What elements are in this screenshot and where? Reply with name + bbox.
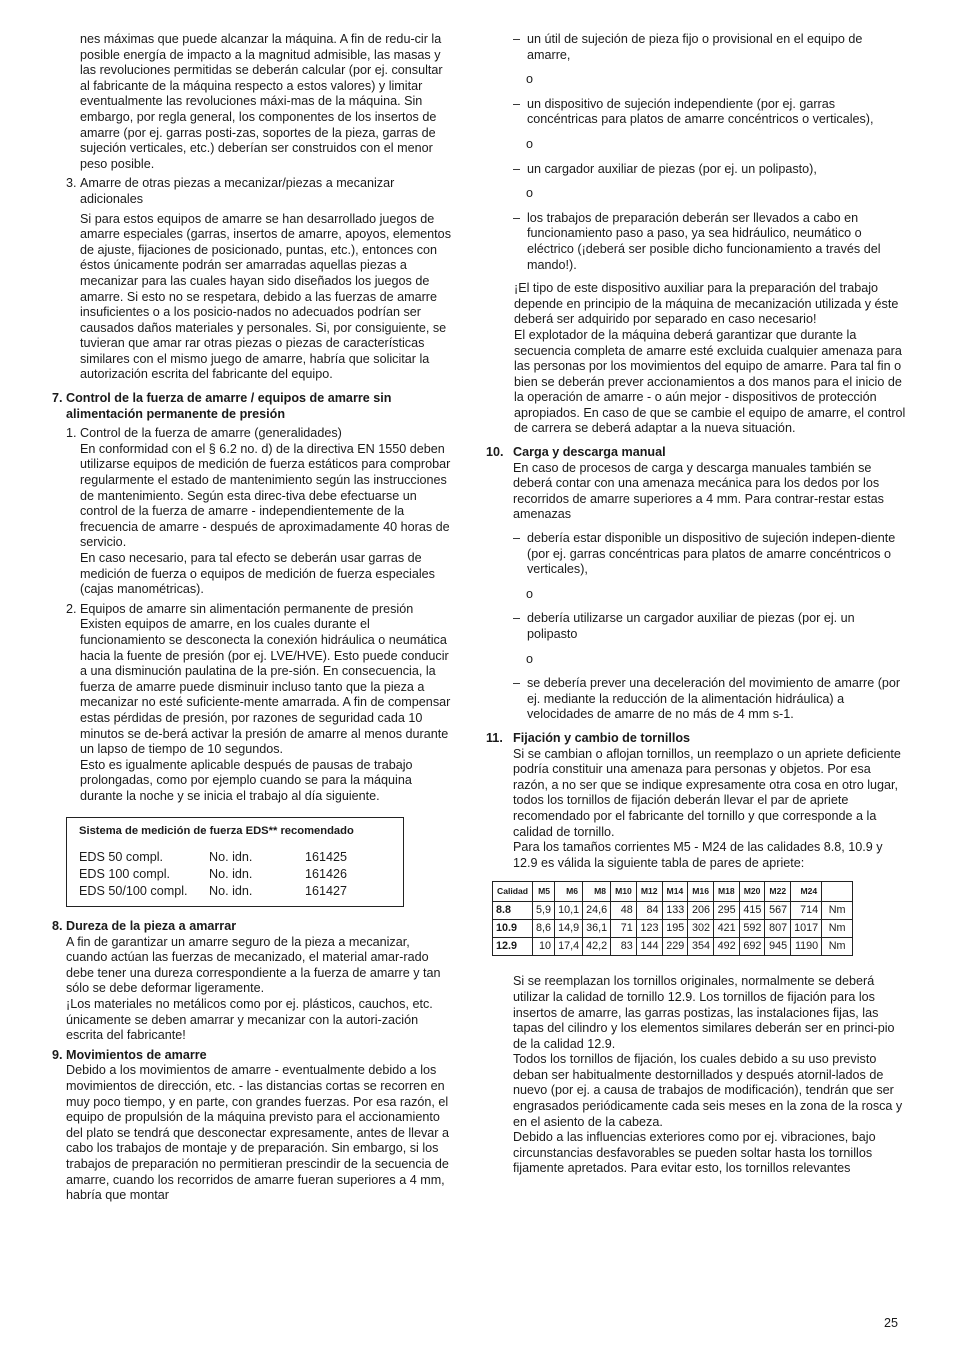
torque-table	[492, 881, 853, 956]
value-cell: 421	[713, 920, 739, 938]
section-title: Fijación y cambio de tornillos	[513, 730, 691, 745]
item-title: Amarre de otras piezas a mecanizar/piezas a mecanizar adicionales	[80, 176, 395, 206]
value-cell: 415	[739, 902, 765, 920]
unit-cell: Nm	[822, 938, 853, 956]
product-name: EDS 50 compl.	[79, 850, 163, 865]
value-cell: 24,6	[583, 902, 611, 920]
paragraph-lubrication: Todos los tornillos de fijación, los cuales debido a su uso previsto deban ser habitualmente destornillados y después atornil-lados de nuevo (por ej. a causa de trabajos de modificación), tendrán que ser engrasados periódicamente cada seis meses en la zona de la rosca y en el asiento de la cabeza.	[513, 1052, 903, 1129]
item-7-2-body: Existen equipos de amarre, en los cuales durante el funcionamiento se desconecta la conexión hidráulica o neumática hacia la fuente de presión (por ej. LVE/HVE). Esto puede conducir a una disminución paulatina de la pre-sión. En consecuencia, la fuerza de amarre puede disminuir incluso tanto que la pieza a mecanizar no esté suficiente-mente amarrada. A fin de compensar estas pérdidas de presión, por razones de seguridad cada 10 minutos se de-berá activar la presión de amarre al menos durante un lapso de tiempo de 10 segundos.	[80, 617, 451, 757]
value-cell: 133	[662, 902, 688, 920]
or-separator: o	[526, 136, 534, 151]
item-number: 3.	[66, 176, 77, 191]
table-header-row	[493, 882, 853, 902]
item-title: Control de la fuerza de amarre (generalidades)	[80, 426, 342, 441]
header-cell: Calidad	[493, 882, 533, 902]
table-row	[493, 920, 853, 938]
dash-item	[486, 97, 906, 128]
value-cell: 10	[533, 938, 555, 956]
value-cell: 302	[688, 920, 714, 938]
dash-marker: –	[513, 96, 521, 111]
section-title: Control de la fuerza de amarre / equipos de amarre sin alimentación permanente de presión	[66, 391, 392, 421]
item-7-2	[52, 602, 452, 618]
section-11-body2: Para los tamaños corrientes M5 - M24 de las calidades 8.8, 10.9 y 12.9 es válida la siguiente tabla de pares de apriete:	[513, 840, 883, 870]
table-row	[493, 938, 853, 956]
value-cell: 945	[765, 938, 791, 956]
value-cell: 5,9	[533, 902, 555, 920]
dash-marker: –	[513, 676, 521, 691]
dash-text: un dispositivo de sujeción independiente (por ej. garras concéntricas para platos de amarre concéntricos o verticales),	[527, 96, 874, 127]
section-11-body: Si se cambian o aflojan tornillos, un reemplazo o un apriete deficiente podría constituir una amenaza para personas y objetos. Por esa razón, a no ser que se indique expresamente otra cosa en otro lugar, todos los tornillos de fijación deberán llevar el par de apriete recomendado por el fabricante del tornillo y que corresponde a la calidad de tornillo.	[513, 746, 901, 839]
item-title: Equipos de amarre sin alimentación permanente de presión	[80, 601, 414, 616]
left-column	[52, 32, 452, 1204]
value-cell: 1017	[791, 920, 822, 938]
header-cell: M24	[791, 882, 822, 902]
box-title: Sistema de medición de fuerza EDS** recomendado	[79, 824, 354, 837]
header-cell: M8	[583, 882, 611, 902]
dash-marker: –	[513, 210, 521, 225]
or-separator: o	[526, 651, 534, 666]
value-cell: 83	[611, 938, 637, 956]
right-column	[486, 32, 906, 1177]
header-cell: M20	[739, 882, 765, 902]
value-cell: 42,2	[583, 938, 611, 956]
section-9-body: Debido a los movimientos de amarre - eventualmente debido a los movimientos de dirección, etc. - las distancias cortas se recorren en muy poco tiempo, y en parte, con grandes fuerzas. Por esa razón, el equipo de propulsión de la máquina previsto para el accionamiento del plato se tendrá que desconectar expresamente, antes de llevar a cabo los trabajos de montaje y de preparación. Sin embargo, si los trabajos de preparación no permitieran prescindir de la secuencia de amarre, cuando los recorridos de amarre fueran superiores a 4 mm, habría que montar	[66, 1063, 449, 1203]
value-cell: 567	[765, 902, 791, 920]
id-value: 161426	[305, 867, 348, 882]
id-label: No. idn.	[209, 850, 253, 865]
dash-marker: –	[513, 611, 521, 626]
quality-cell: 8.8	[493, 902, 533, 920]
section-number: 10.	[486, 445, 504, 460]
id-label: No. idn.	[209, 884, 253, 899]
section-7	[52, 391, 452, 422]
value-cell: 492	[713, 938, 739, 956]
id-value: 161427	[305, 884, 348, 899]
header-cell: M22	[765, 882, 791, 902]
eds-recommendation-box	[66, 817, 404, 908]
value-cell: 123	[636, 920, 662, 938]
dash-text: se debería prever una deceleración del movimiento de amarre (por ej. mediante la reducción de la alimentación hidráulica) a velocidades de amarre de no más de 4 mm s-1.	[527, 676, 901, 722]
section-number: 11.	[486, 730, 503, 745]
dash-text: un útil de sujeción de pieza fijo o provisional en el equipo de amarre,	[527, 32, 863, 62]
or-separator: o	[526, 72, 534, 87]
header-cell: M10	[611, 882, 637, 902]
dash-text: debería estar disponible un dispositivo de sujeción indepen-diente (por ej. garras concéntricas para platos de amarre concéntricos o verticales),	[527, 531, 896, 577]
item-7-1-body: En conformidad con el § 6.2 no. d) de la directiva EN 1550 deben utilizarse equipos de medición de fuerza estáticos para comprobar regularmente el estado de mantenimiento según las instrucciones de mantenimiento. Según esta direc-tiva debe efectuarse un control de la fuerza de amarre - independientemente de la frecuencia de amarre - después de aproximadamente 40 horas de servicio.	[80, 441, 451, 550]
item-number: 2.	[66, 601, 77, 616]
section-8-body2: ¡Los materiales no metálicos como por ej. plásticos, cauchos, etc. únicamente se deben amarrar y mecanizar con la autori-zación escrita del fabricante!	[66, 997, 433, 1043]
id-value: 161425	[305, 850, 348, 865]
dash-marker: –	[513, 32, 521, 46]
dash-item	[486, 531, 906, 578]
header-cell: M5	[533, 882, 555, 902]
value-cell: 84	[636, 902, 662, 920]
header-cell: M12	[636, 882, 662, 902]
paragraph-operator: El explotador de la máquina deberá garantizar que durante la secuencia completa de amarre esté excluida cualquier amenaza para las personas por los movimientos del equipo de amarre. Para tal fin o bien se deberán prever accionamientos a dos manos para el inicio de la operación de amarre - o aún mejor - dispositivos de protección apropiados. En caso de que se cambie el equipo de amarre, el control de carrera se deberá adaptar a la nueva situación.	[514, 327, 906, 436]
paragraph-replacement: Si se reemplazan los tornillos originales, normalmente se deberá utilizar la calidad de tornillo 12.9. Los tornillos de fijación para los insertos de amarre, las garras postizas, las instalaciones fijas, las tapas del cilindro y los elementos similares deberán ser en princi-pio de la calidad 12.9.	[513, 974, 895, 1051]
or-separator: o	[526, 586, 534, 601]
header-cell: M6	[555, 882, 583, 902]
section-number: 7.	[52, 391, 63, 406]
id-label: No. idn.	[209, 867, 253, 882]
value-cell: 206	[688, 902, 714, 920]
value-cell: 807	[765, 920, 791, 938]
item-number: 1.	[66, 426, 77, 441]
value-cell: 1190	[791, 938, 822, 956]
dash-marker: –	[513, 161, 521, 176]
product-name: EDS 100 compl.	[79, 867, 170, 882]
dash-text: los trabajos de preparación deberán ser llevados a cabo en funcionamiento paso a paso, ya sea hidráulico, neumático o eléctrico (¡deberá ser posible dicho funcionamiento a través del mando!).	[527, 210, 881, 272]
section-title: Carga y descarga manual	[513, 445, 666, 460]
header-cell: M16	[688, 882, 714, 902]
value-cell: 71	[611, 920, 637, 938]
value-cell: 8,6	[533, 920, 555, 938]
header-cell: M18	[713, 882, 739, 902]
box-row	[79, 883, 395, 900]
section-9	[52, 1048, 452, 1064]
section-11	[486, 731, 906, 747]
item-7-1-body2: En caso necesario, para tal efecto se deberán usar garras de medición de fuerza o equipos de medición de fuerza especiales (cajas manométricas).	[80, 551, 435, 597]
quality-cell: 10.9	[493, 920, 533, 938]
paragraph-impact-energy: nes máximas que puede alcanzar la máquina. A fin de redu-cir la posible energía de impacto a la magnitud admisible, las masas y las revoluciones permitidas se deberán calcular (por ej. consultar al fabricante de la máquina respecto a estos valores) y limitar eventualmente las revoluciones máxi-mas de la máquina. Sin embargo, por regla general, los componentes de los insertos de amarre (por ej. garras posti-zas, soportes de la pieza, garras de sujeción verticales, etc.) deberían ser construidos con el menor peso posible.	[80, 32, 443, 171]
box-row	[79, 849, 395, 866]
dash-item	[486, 211, 906, 273]
dash-text: un cargador auxiliar de piezas (por ej. un polipasto),	[527, 161, 817, 176]
item-7-2-body2: Esto es igualmente aplicable después de pausas de trabajo prolongadas, como por ejemplo cuando se para la máquina durante la noche y se inicia el trabajo al día siguiente.	[80, 757, 413, 803]
section-10	[486, 445, 906, 461]
section-title: Movimientos de amarre	[66, 1047, 207, 1062]
box-row	[79, 866, 395, 883]
value-cell: 692	[739, 938, 765, 956]
section-8	[52, 919, 452, 935]
value-cell: 36,1	[583, 920, 611, 938]
page-number: 25	[884, 1316, 899, 1330]
unit-cell: Nm	[822, 902, 853, 920]
value-cell: 48	[611, 902, 637, 920]
or-separator: o	[526, 186, 534, 201]
unit-cell: Nm	[822, 920, 853, 938]
paragraph-aux-device: ¡El tipo de este dispositivo auxiliar para la preparación del trabajo depende en principio de la máquina de mecanización utilizada y éste deberá ser adquirido por separado en caso necesario!	[514, 281, 899, 327]
dash-item	[486, 32, 906, 63]
value-cell: 714	[791, 902, 822, 920]
item-3-body: Si para estos equipos de amarre se han desarrollado juegos de amarre especiales (garras, insertos de amarre, apoyos, elementos de ajuste, fijaciones de posicionado, puntas, etc.), entonces con éstos únicamente podrán ser amarradas aquellas piezas a mecanizar para las cuales hayan sido diseñados los juegos de amarre. Si esto no se respetara, debido a las fuerzas de amarre insuficientes o a los posicio-nados no adecuados podrían ser causados daños materiales y personales. Si, por consiguiente, se tuvieran que amar rar otras piezas o piezas de características similares con el mismo juego de amarre, habría que solicitar la autorización escrita del fabricante del equipo.	[80, 211, 451, 382]
table-row	[493, 902, 853, 920]
section-8-body: A fin de garantizar un amarre seguro de la pieza a mecanizar, cuando actúan las fuerzas de mecanizado, el material amar-rado debe tener una dureza correspondiente a la fuerza de amarre y tan sólo se debe deformar ligeramente.	[66, 934, 441, 996]
value-cell: 195	[662, 920, 688, 938]
dash-marker: –	[513, 531, 521, 546]
product-name: EDS 50/100 compl.	[79, 884, 188, 899]
value-cell: 354	[688, 938, 714, 956]
value-cell: 229	[662, 938, 688, 956]
item-7-1	[52, 426, 452, 442]
quality-cell: 12.9	[493, 938, 533, 956]
value-cell: 295	[713, 902, 739, 920]
dash-item	[486, 162, 906, 178]
header-cell	[822, 882, 853, 902]
section-10-body: En caso de procesos de carga y descarga manuales también se deberá contar con una amenaza mecánica para los dedos por los recorridos de amarre superiores a 4 mm. Para contrar-restar estas amenazas	[513, 460, 884, 522]
dash-item	[486, 611, 906, 642]
dash-item	[486, 676, 906, 723]
item-3	[52, 176, 452, 207]
paragraph-vibration: Debido a las influencias exteriores como por ej. vibraciones, bajo circunstancias desfavorables se pueden soltar hasta los tornillos fijamente apretados. Para evitar esto, los tornillos relevantes	[513, 1130, 876, 1176]
section-number: 9.	[52, 1047, 63, 1062]
value-cell: 10,1	[555, 902, 583, 920]
dash-text: debería utilizarse un cargador auxiliar de piezas (por ej. un polipasto	[527, 611, 855, 641]
value-cell: 17,4	[555, 938, 583, 956]
section-title: Dureza de la pieza a amarrar	[66, 919, 237, 934]
value-cell: 14,9	[555, 920, 583, 938]
value-cell: 592	[739, 920, 765, 938]
header-cell: M14	[662, 882, 688, 902]
value-cell: 144	[636, 938, 662, 956]
section-number: 8.	[52, 919, 63, 934]
